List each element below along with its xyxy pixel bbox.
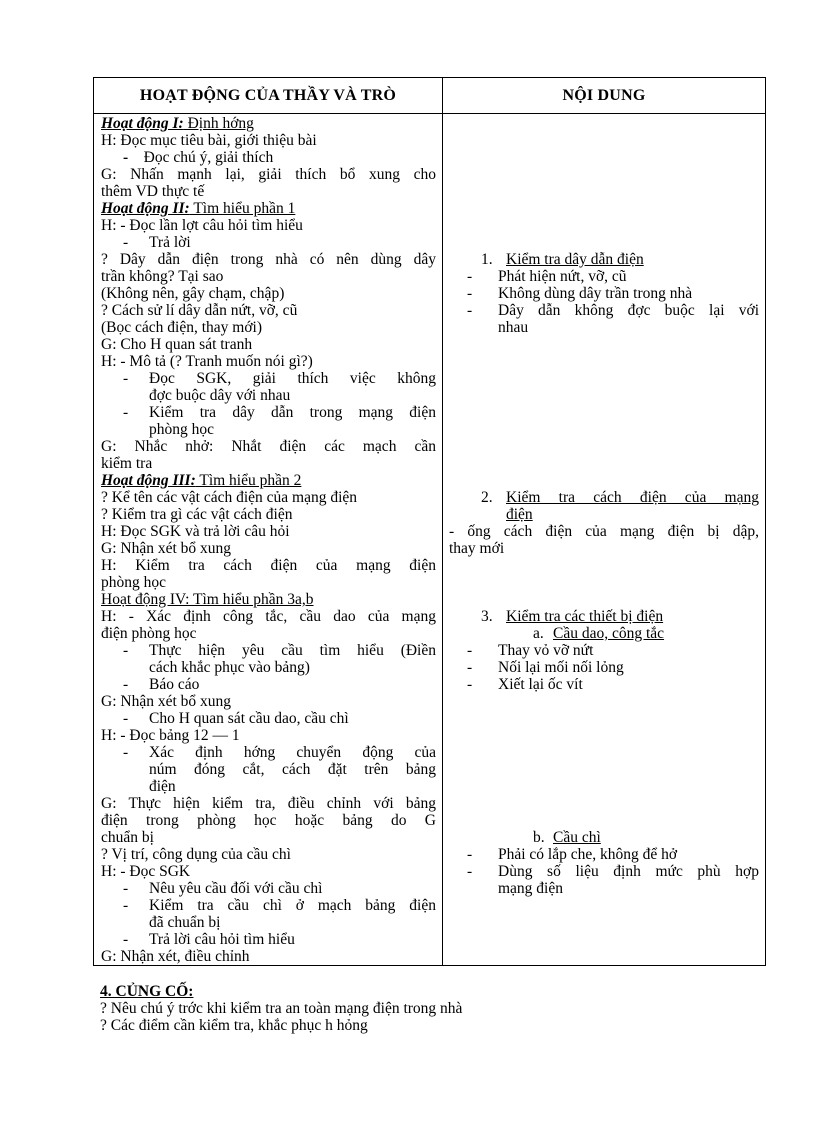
table-header-row — [94, 78, 766, 114]
activities-cell — [94, 114, 443, 966]
section-1-title: Kiểm tra dây dẫn điện — [506, 251, 644, 268]
dash: - — [123, 897, 129, 914]
content-line: mạng điện — [498, 880, 563, 897]
text-line: G: Nhận xét bổ xung — [101, 540, 232, 557]
bullet: - — [123, 149, 129, 166]
content-line: Phải có lắp che, không để hở — [498, 846, 678, 863]
text-line: H: Kiểm tra cách điện của mạng điện — [101, 557, 436, 574]
activity-3-title: Tìm hiểu phần 2 — [195, 472, 302, 489]
text-line: núm đóng cắt, cách đặt trên bảng — [149, 761, 436, 778]
question-line: ? Các điểm cần kiểm tra, khắc phục h hỏng — [100, 1017, 368, 1034]
activity-4-heading: Hoạt động IV: Tìm hiểu phần 3a,b — [101, 591, 314, 608]
text-line: Thực hiện yêu cầu tìm hiểu (Điền — [149, 642, 436, 659]
text-line: phòng học — [149, 421, 215, 438]
text-line: phòng học — [101, 574, 167, 591]
dash: - — [123, 404, 129, 421]
text-line: H: Đọc mục tiêu bài, giới thiệu bài — [101, 132, 317, 149]
dash: - — [467, 302, 473, 319]
subsection-b-title: Cầu chì — [553, 829, 601, 846]
dash: - — [123, 880, 129, 897]
activity-3-heading: Hoạt động III: — [101, 472, 196, 489]
lesson-table — [93, 77, 766, 966]
text-line: (Không nên, gây chạm, chập) — [101, 285, 285, 302]
text-line: Trả lời câu hỏi tìm hiểu — [149, 931, 295, 948]
text-line: chuẩn bị — [101, 829, 154, 846]
text-line: Xác định hớng chuyển động của — [149, 744, 436, 761]
text-line: Báo cáo — [149, 676, 200, 693]
text-line: Đọc SGK, giải thích việc không — [149, 370, 436, 387]
section-2-title-cont: điện — [506, 506, 533, 523]
dash: - — [123, 676, 129, 693]
content-cell — [443, 114, 766, 966]
text-line: ? Kiểm tra gì các vật cách điện — [101, 506, 293, 523]
activity-2-heading: Hoạt động II: — [101, 200, 190, 217]
subsection-a-title: Cầu dao, công tắc — [553, 625, 665, 642]
text-line: điện phòng học — [101, 625, 197, 642]
dash: - — [123, 744, 129, 761]
dash: - — [123, 234, 129, 251]
header-content: NỘI DUNG — [443, 78, 766, 114]
text-line: đã chuẩn bị — [149, 914, 221, 931]
text-line: ? Kể tên các vật cách điện của mạng điện — [101, 489, 358, 506]
subsection-b-marker: b. — [533, 829, 545, 846]
text-line: G: Nhận xét, điều chỉnh — [101, 948, 250, 965]
content-line: thay mới — [449, 540, 505, 557]
section-3-number: 3. — [481, 608, 493, 625]
text-line: Cho H quan sát cầu dao, cầu chì — [149, 710, 349, 727]
content-line: Dây dẫn không đợc buộc lại với — [498, 302, 759, 319]
text-line: H: Đọc SGK và trả lời câu hỏi — [101, 523, 290, 540]
dash: - — [467, 268, 473, 285]
text-line: ? Dây dẫn điện trong nhà có nên dùng dây — [101, 251, 436, 268]
text-line: (Bọc cách điện, thay mới) — [101, 319, 262, 336]
text-line: H: - Xác định công tắc, cầu dao của mạng — [101, 608, 436, 625]
dash: - — [467, 676, 473, 693]
dash: - — [123, 931, 129, 948]
text-line: ? Cách sử lí dây dẫn nứt, vỡ, cũ — [101, 302, 298, 319]
text-line: điện — [149, 778, 176, 795]
content-line: Xiết lại ốc vít — [498, 676, 583, 693]
question-line: ? Nêu chú ý trớc khi kiểm tra an toàn mạng điện trong nhà — [100, 1000, 463, 1017]
text-line: Đọc chú ý, giải thích — [143, 149, 274, 166]
dash: - — [123, 710, 129, 727]
text-line: G: Thực hiện kiểm tra, điều chỉnh với bảng — [101, 795, 436, 812]
text-line: Kiểm tra dây dẫn trong mạng điện — [149, 404, 436, 421]
text-line: cách khắc phục vào bảng) — [149, 659, 310, 676]
content-line: nhau — [498, 319, 529, 336]
activity-2-title: Tìm hiểu phần 1 — [189, 200, 296, 217]
text-line: điện trong phòng học hoặc bảng do G — [101, 812, 436, 829]
dash: - — [123, 642, 129, 659]
header-activities: HOẠT ĐỘNG CỦA THẦY VÀ TRÒ — [94, 78, 443, 114]
content-line: - ống cách điện của mạng điện bị dập, — [449, 523, 759, 540]
text-line: H: - Đọc lần lợt câu hỏi tìm hiểu — [101, 217, 303, 234]
dash: - — [467, 863, 473, 880]
content-line: Nối lại mối nối lỏng — [498, 659, 624, 676]
dash: - — [467, 285, 473, 302]
text-line: thêm VD thực tế — [101, 183, 205, 200]
section-2-title: Kiểm tra cách điện của mạng — [506, 489, 759, 506]
section-2-number: 2. — [481, 489, 493, 506]
text-line: G: Nhấn mạnh lại, giải thích bổ xung cho — [101, 166, 436, 183]
text-line: G: Nhận xét bổ xung — [101, 693, 232, 710]
text-line: kiểm tra — [101, 455, 153, 472]
consolidation-section — [100, 983, 462, 1034]
section-title: 4. CỦNG CỐ: — [100, 983, 194, 1000]
table-body-row — [94, 114, 766, 966]
section-1-number: 1. — [481, 251, 493, 268]
content-line: Không dùng dây trần trong nhà — [498, 285, 693, 302]
dash: - — [467, 659, 473, 676]
dash: - — [123, 370, 129, 387]
subsection-a-marker: a. — [533, 625, 544, 642]
text-line: H: - Đọc bảng 12 — 1 — [101, 727, 240, 744]
dash: - — [467, 642, 473, 659]
section-3-title: Kiểm tra các thiết bị điện — [506, 608, 664, 625]
text-line: G: Nhắc nhở: Nhắt điện các mạch cần — [101, 438, 436, 455]
text-line: đợc buộc dây với nhau — [149, 387, 291, 404]
content-line: Phát hiện nứt, vỡ, cũ — [498, 268, 627, 285]
content-line: Thay vỏ vỡ nứt — [498, 642, 594, 659]
activity-1-heading: Hoạt động I: — [101, 115, 184, 132]
dash: - — [467, 846, 473, 863]
activity-1-title: Định hớng — [183, 115, 254, 132]
text-line: ? Vị trí, công dụng của cầu chì — [101, 846, 291, 863]
text-line: H: - Đọc SGK — [101, 863, 191, 880]
text-line: G: Cho H quan sát tranh — [101, 336, 253, 353]
text-line: H: - Mô tả (? Tranh muốn nói gì?) — [101, 353, 313, 370]
text-line: Trả lời — [149, 234, 191, 251]
text-line: Kiểm tra cầu chì ở mạch bảng điện — [149, 897, 436, 914]
content-line: Dùng số liệu định mức phù hợp — [498, 863, 759, 880]
text-line: trần không? Tại sao — [101, 268, 224, 285]
text-line: Nêu yêu cầu đối với cầu chì — [149, 880, 323, 897]
